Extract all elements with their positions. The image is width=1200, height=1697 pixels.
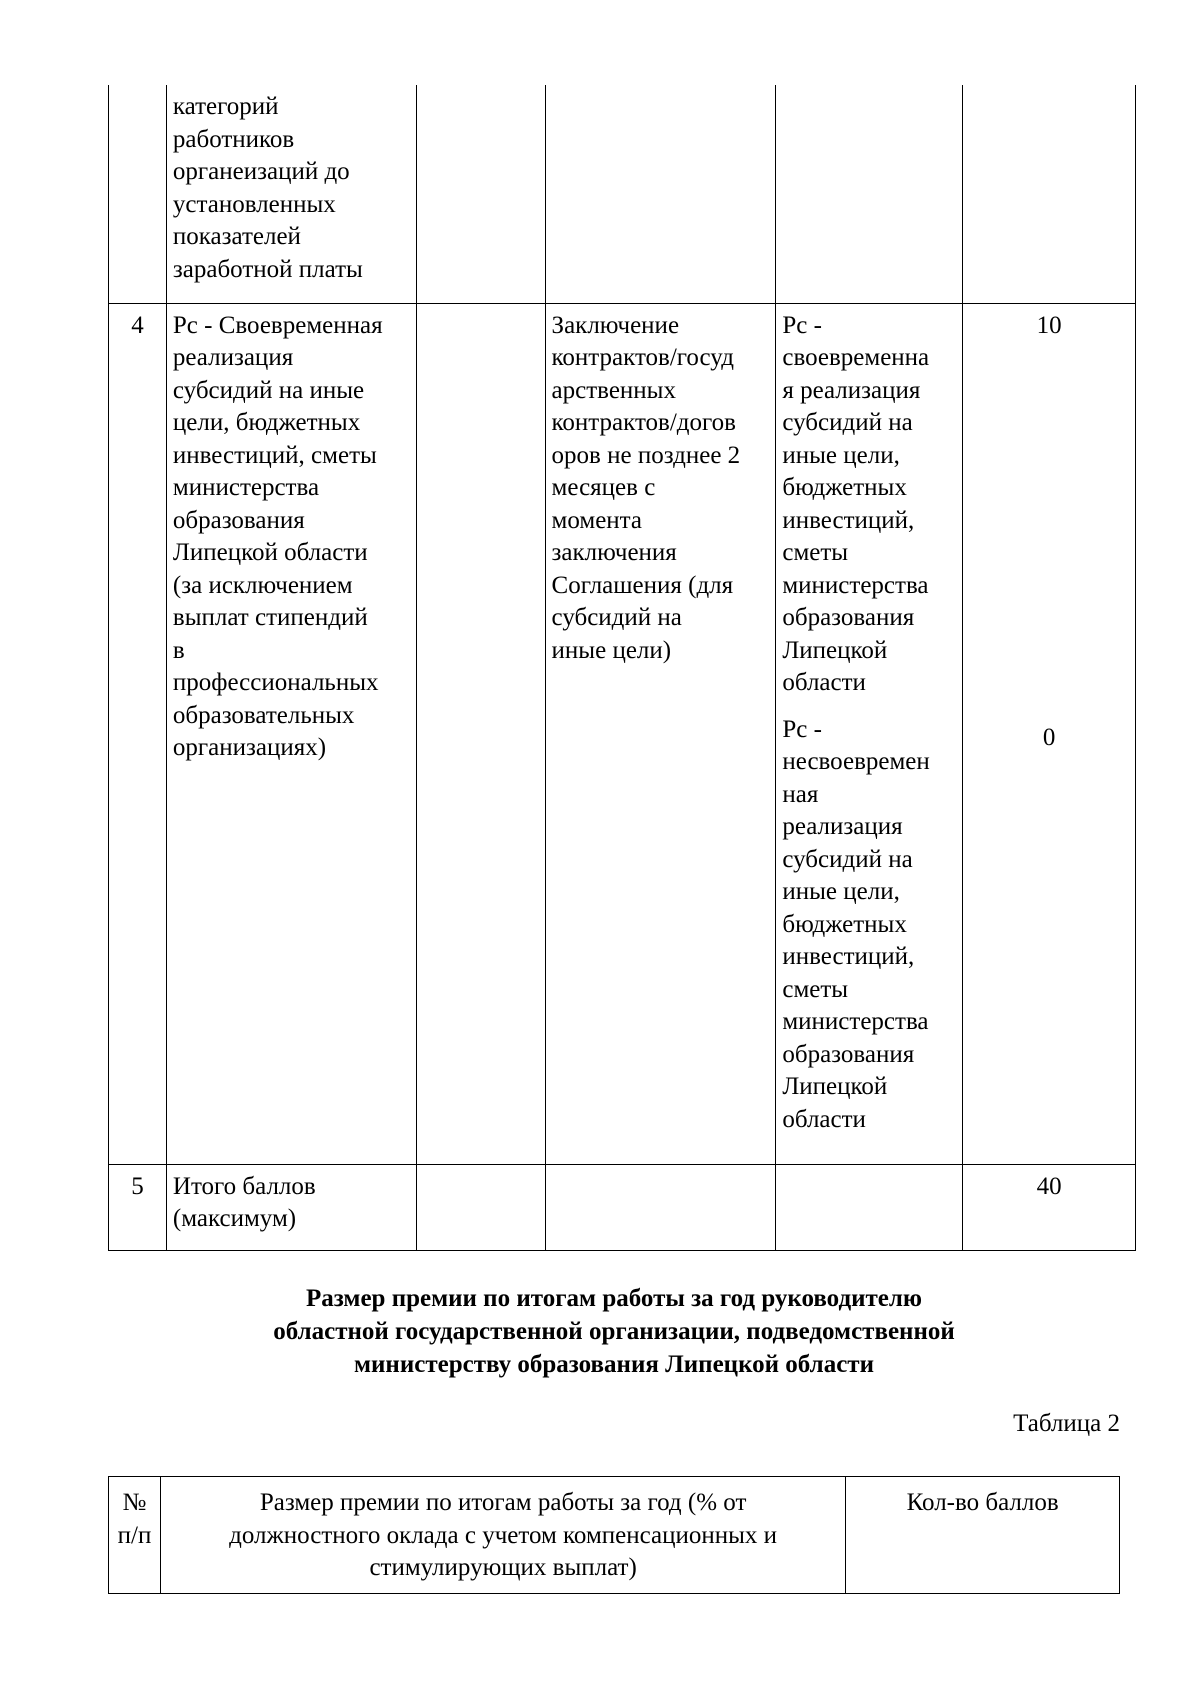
criterion-cell: Заключение контрактов/госуд арственных контрактов/догов оров не позднее 2 месяцев с момента заключения Соглашения (для субсидий на иные цели) <box>545 303 776 1164</box>
row-number: 5 <box>109 1164 167 1250</box>
criterion-cell <box>545 85 776 303</box>
indicator-cell: категорий работников органеизаций до установленных показателей заработной платы <box>166 85 416 303</box>
evaluation-timely: Рс - своевременна я реализация субсидий на иные цели, бюджетных инвестиций, сметы министерства образования Липецкой области <box>782 311 930 696</box>
evaluation-cell <box>776 85 963 303</box>
header-points: Кол-во баллов <box>846 1477 1120 1594</box>
row-number <box>109 85 167 303</box>
table-row <box>109 303 1136 1164</box>
table-row <box>109 1164 1136 1250</box>
bonus-table <box>108 1476 1120 1594</box>
empty-cell <box>416 85 545 303</box>
criteria-table <box>108 85 1136 1251</box>
row-number: 4 <box>109 303 167 1164</box>
empty-cell <box>416 303 545 1164</box>
table-label: Таблица 2 <box>1013 1410 1120 1437</box>
score-untimely: 0 <box>1042 723 1056 751</box>
empty-cell <box>416 1164 545 1250</box>
score-cell <box>963 85 1136 303</box>
header-number: № п/п <box>109 1477 161 1594</box>
score-cell <box>963 303 1136 1164</box>
score-cell: 40 <box>963 1164 1136 1250</box>
criterion-cell <box>545 1164 776 1250</box>
evaluation-cell <box>776 303 963 1164</box>
evaluation-cell <box>776 1164 963 1250</box>
table-row <box>109 85 1136 303</box>
indicator-cell: Итого баллов (максимум) <box>166 1164 416 1250</box>
table-header-row <box>109 1477 1120 1594</box>
indicator-cell: Рс - Своевременная реализация субсидий на иные цели, бюджетных инвестиций, сметы министерства образования Липецкой области (за исключением выплат стипендий в профессиональных образовательных организациях) <box>166 303 416 1164</box>
header-bonus-size: Размер премии по итогам работы за год (% от должностного оклада с учетом компенсационных и стимулирующих выплат) <box>160 1477 845 1594</box>
section-heading: Размер премии по итогам работы за год руководителю областной государственной организации, подведомственной министерству образования Липецкой области <box>273 1285 955 1378</box>
evaluation-untimely: Рс - несвоевремен ная реализация субсидий на иные цели, бюджетных инвестиций, сметы министерства образования Липецкой области <box>782 715 930 1133</box>
score-timely: 10 <box>1036 311 1062 339</box>
